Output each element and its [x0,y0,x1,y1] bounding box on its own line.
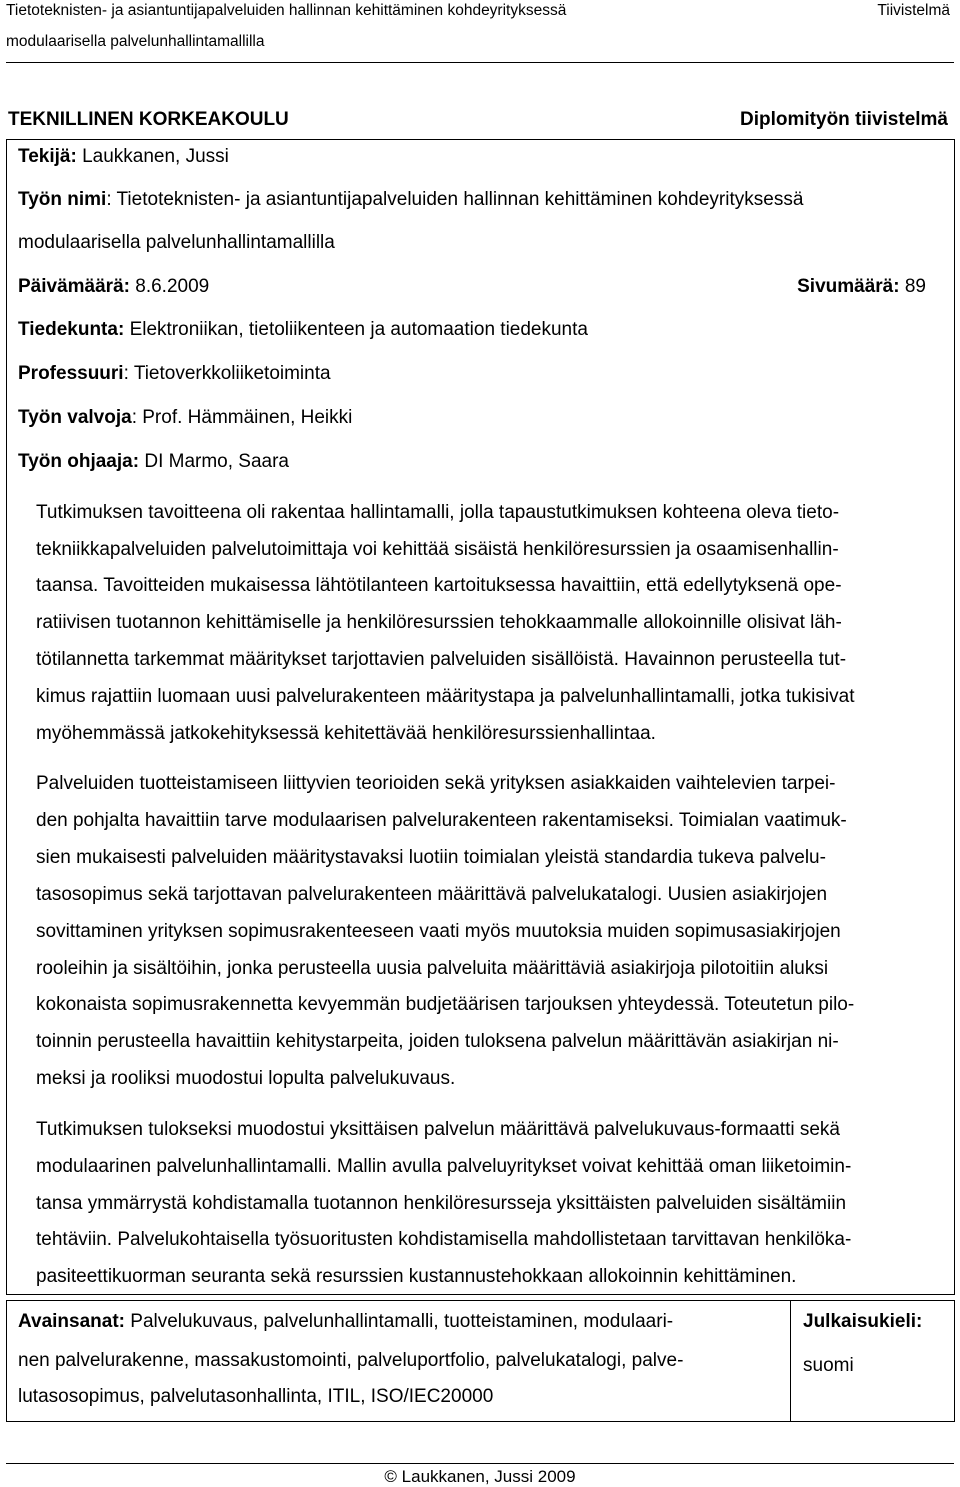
professorship-label: Professuuri [18,363,124,384]
abstract-line: sien mukaisesti palveluiden määritystavaksi luotiin toimialan yleistä standardia tukeva palvelu- [36,847,826,868]
instructor-value: DI Marmo, Saara [144,451,289,472]
university-name: TEKNILLINEN KORKEAKOULU [8,109,289,130]
abstract-line: ratiivisen tuotannon kehittämiselle ja henkilöresurssien tehokkaammalle allokoinnille olisivat läh- [36,612,842,633]
abstract-line: den pohjalta havaittiin tarve modulaarisen palvelurakenteen rakentamiseksi. Toimialan vaatimuk- [36,810,847,831]
language-value: suomi [803,1355,854,1376]
title-label: Työn nimi [18,189,107,210]
keywords-line1 [18,1311,673,1333]
pages-value: 89 [904,276,926,297]
thesis-title-line2: modulaarisella palvelunhallintamallilla [18,232,335,253]
author-field [18,146,229,168]
footer-rule [6,1463,954,1464]
supervisor-label: Työn valvoja [18,407,132,428]
date-field [18,276,209,298]
abstract-line: kimus rajattiin luomaan uusi palvelurakenteen määritystapa ja palvelunhallintamalli, jotka tukisivat [36,686,855,707]
abstract-line: tekniikkapalveluiden palvelutoimittaja voi kehittää sisäistä henkilöresurssien ja osaamisenhallin- [36,539,839,560]
abstract-line: Palveluiden tuotteistamiseen liittyvien teorioiden sekä yrityksen asiakkaiden vaihtelevien tarpei- [36,773,836,794]
abstract-line: taansa. Tavoitteiden mukaisessa lähtötilanteen kartoituksessa havaittiin, että edellytyksenä ope- [36,575,842,596]
document-type: Diplomityön tiivistelmä [740,109,948,130]
professorship-value: Tietoverkkoliiketoiminta [133,363,331,384]
abstract-line: modulaarinen palvelunhallintamalli. Mallin avulla palveluyritykset voivat kehittää oman liiketoimin- [36,1156,852,1177]
abstract-line: rooleihin ja sisältöihin, jonka perusteella uusia palveluita määrittäviä asiakirjoja pilotoitiin aluksi [36,958,829,979]
abstract-line: tansa ymmärrystä kohdistamalla tuotannon henkilöresursseja yksittäisten palveluiden sisältämiin [36,1193,847,1214]
supervisor-value: Prof. Hämmäinen, Heikki [142,407,353,428]
header-rule [6,62,954,63]
running-header-section: Tiivistelmä [877,2,950,19]
instructor-field [18,451,289,473]
abstract-line: toinnin perusteella havaittiin kehitystarpeita, joiden tuloksena palvelun määrittävän asiakirjan ni- [36,1031,839,1052]
abstract-line: meksi ja rooliksi muodostui lopulta palvelukuvaus. [36,1068,456,1089]
thesis-title-field: Työn nimi: Tietoteknisten- ja asiantuntijapalveluiden hallinnan kehittäminen kohdeyrityksessä [18,189,804,210]
abstract-line: pasiteettikuorman seuranta sekä resurssien kustannustehokkaan allokoinnin kehittäminen. [36,1266,797,1287]
instructor-label: Työn ohjaaja: [18,451,140,472]
faculty-field [18,319,588,341]
date-value: 8.6.2009 [135,276,210,297]
author-value: Laukkanen, Jussi [82,146,229,167]
running-header-title-line1: Tietoteknisten- ja asiantuntijapalveluiden hallinnan kehittäminen kohdeyrityksessä [6,2,567,19]
language-label: Julkaisukieli: [803,1311,923,1332]
faculty-value: Elektroniikan, tietoliikenteen ja automaation tiedekunta [129,319,588,340]
keywords-label: Avainsanat: [18,1311,125,1332]
supervisor-field: Työn valvoja: Prof. Hämmäinen, Heikki [18,407,353,428]
pages-field [797,276,926,298]
professorship-field: Professuuri: Tietoverkkoliiketoiminta [18,363,331,384]
abstract-line: sovittaminen yrityksen sopimusrakenteeseen vaati myös muutoksia muiden sopimusasiakirjojen [36,921,841,942]
abstract-line: kokonaista sopimusrakennetta kevyemmän budjetäärisen tarjouksen yhteydessä. Toteutetun pilo- [36,994,855,1015]
title-value-line1: Tietoteknisten- ja asiantuntijapalveluiden hallinnan kehittäminen kohdeyrityksessä [116,189,804,210]
abstract-line: tötilannetta tarkemmat määritykset tarjottavien palveluiden sisällöistä. Havainnon perusteella tut- [36,649,847,670]
faculty-label: Tiedekunta: [18,319,125,340]
keywords-line2: nen palvelurakenne, massakustomointi, palveluportfolio, palvelukatalogi, palve- [18,1350,684,1371]
keywords-line3: lutasosopimus, palvelutasonhallinta, ITIL, ISO/IEC20000 [18,1386,494,1407]
abstract-line: myöhemmässä jatkokehityksessä kehitettävää henkilöresurssienhallintaa. [36,723,656,744]
abstract-line: Tutkimuksen tavoitteena oli rakentaa hallintamalli, jolla tapaustutkimuksen kohteena oleva tieto- [36,502,840,523]
running-header-title-line2: modulaarisella palvelunhallintamallilla [6,33,265,50]
date-label: Päivämäärä: [18,276,130,297]
keywords-value-line1: Palvelukuvaus, palvelunhallintamalli, tuotteistaminen, modulaari- [130,1311,674,1332]
abstract-line: tehtäviin. Palvelukohtaisella työsuoritusten kohdistamisella mahdollistetaan tarvittavan henkilöka- [36,1229,852,1250]
abstract-line: tasosopimus sekä tarjottavan palvelurakenteen määrittävä palvelukatalogi. Uusien asiakirjojen [36,884,828,905]
author-label: Tekijä: [18,146,77,167]
pages-label: Sivumäärä: [797,276,900,297]
abstract-line: Tutkimuksen tulokseksi muodostui yksittäisen palvelun määrittävä palvelukuvaus-formaatti sekä [36,1119,840,1140]
footer-copyright: © Laukkanen, Jussi 2009 [384,1467,576,1486]
